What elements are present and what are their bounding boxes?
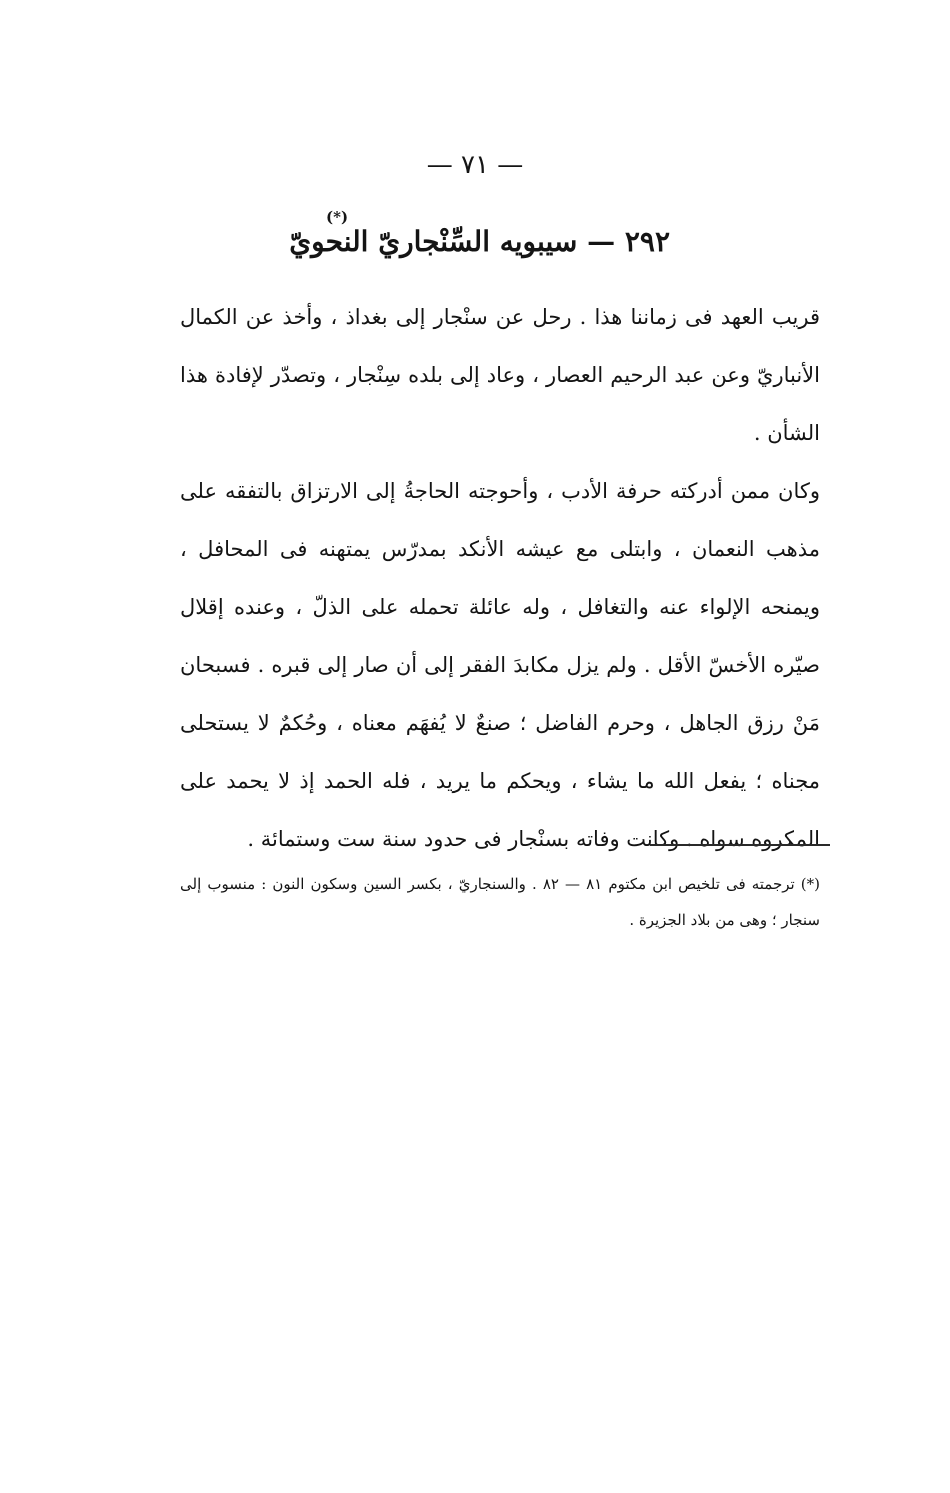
paragraph-2: وكان ممن أدركته حرفة الأدب ، وأحوجته الحاجةُ إلى الارتزاق بالتفقه على مذهب النعمان ، وابتلى مع عيشه الأنكد بمدرّس يمتهنه فى المحافل ، ويمنحه الإلواء عنه والتغافل ، وله عائلة تحمله على الذلّ ، وعنده إقلال صيّره الأخسّ الأقل . ولم يزل مكابدَ الفقر إلى أن صار إلى قبره . فسبحان مَنْ رزق الجاهل ، وحرم الفاضل ؛ صنعٌ لا يُفهَم معناه ، وحُكمٌ لا يستحلى مجناه ؛ يفعل الله ما يشاء ، ويحكم ما يريد ، فله الحمد إذ لا يحمد على المكروه سواه . وكانت وفاته بسنْجار فى حدود سنة ست وستمائة .	[180, 479, 820, 851]
page-number: — ٧١ —	[426, 150, 524, 180]
footnote-divider	[650, 844, 830, 846]
footnote: (*) ترجمته فى تلخيص ابن مكتوم ٨١ — ٨٢ . والسنجاريّ ، بكسر السين وسكون النون : منسوب إلى سنجار ؛ وهى من بلاد الجزيرة .	[180, 875, 820, 929]
entry-title: ٢٩٢ — سيبويه السِّنْجاريّ النحويّ	[289, 225, 670, 258]
paragraph-1: قريب العهد فى زماننا هذا . رحل عن سنْجار إلى بغداذ ، وأخذ عن الكمال الأنباريّ وعن عبد الرحيم العصار ، وعاد إلى بلده سِنْجار ، وتصدّر لإفادة هذا الشأن .	[180, 305, 820, 445]
footnote-marker: (*)	[326, 208, 349, 226]
